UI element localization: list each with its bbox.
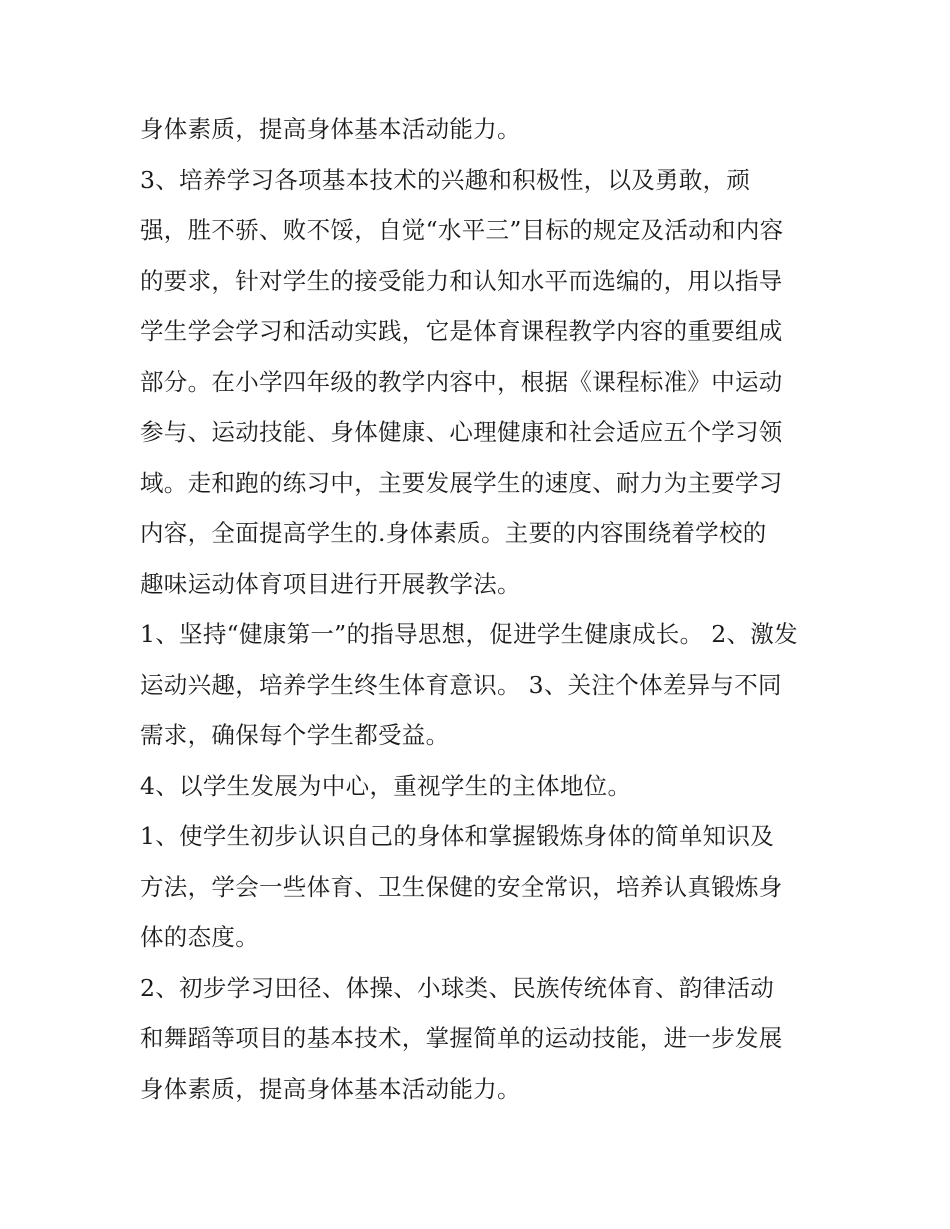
text-line: 和舞蹈等项目的基本技术，掌握简单的运动技能，进一步发展 — [140, 1024, 783, 1052]
text-line: 2、初步学习田径、体操、小球类、民族传统体育、韵律活动 — [140, 973, 775, 1002]
text-line: 部分。在小学四年级的教学内容中，根据《课程标准》中运动 — [140, 367, 783, 396]
text-line: 运动兴趣，培养学生终生体育意识。 3、关注个体差异与不同 — [140, 670, 782, 699]
text-line: 身体素质，提高身体基本活动能力。 — [140, 1074, 521, 1103]
text-line: 趣味运动体育项目进行开展教学法。 — [140, 569, 521, 598]
text-line: 域。走和跑的练习中，主要发展学生的速度、耐力为主要学习 — [140, 468, 783, 497]
document-body — [140, 104, 820, 1114]
text-line: 学生学会学习和活动实践，它是体育课程教学内容的重要组成 — [140, 317, 783, 345]
text-line: 的要求，针对学生的接受能力和认知水平而选编的，用以指导 — [140, 266, 783, 295]
text-line: 需求，确保每个学生都受益。 — [140, 721, 450, 749]
text-line: 3、培养学习各项基本技术的兴趣和积极性，以及勇敢，顽 — [140, 165, 751, 194]
text-line: 方法，学会一些体育、卫生保健的安全常识，培养认真锻炼身 — [140, 872, 783, 901]
text-line: 强，胜不骄、败不馁，自觉“水平三”目标的规定及活动和内容 — [140, 216, 784, 244]
text-line: 参与、运动技能、身体健康、心理健康和社会适应五个学习领 — [140, 418, 783, 446]
text-line: 1、使学生初步认识自己的身体和掌握锻炼身体的简单知识及 — [140, 822, 775, 850]
text-line: 体的态度。 — [140, 923, 259, 951]
text-line: 4、以学生发展为中心，重视学生的主体地位。 — [140, 771, 632, 800]
text-line: 内容，全面提高学生的.身体素质。主要的内容围绕着学校的 — [140, 519, 767, 547]
text-line: 1、坚持“健康第一”的指导思想，促进学生健康成长。 2、激发 — [140, 620, 798, 648]
text-line: 身体素质，提高身体基本活动能力。 — [140, 115, 521, 143]
